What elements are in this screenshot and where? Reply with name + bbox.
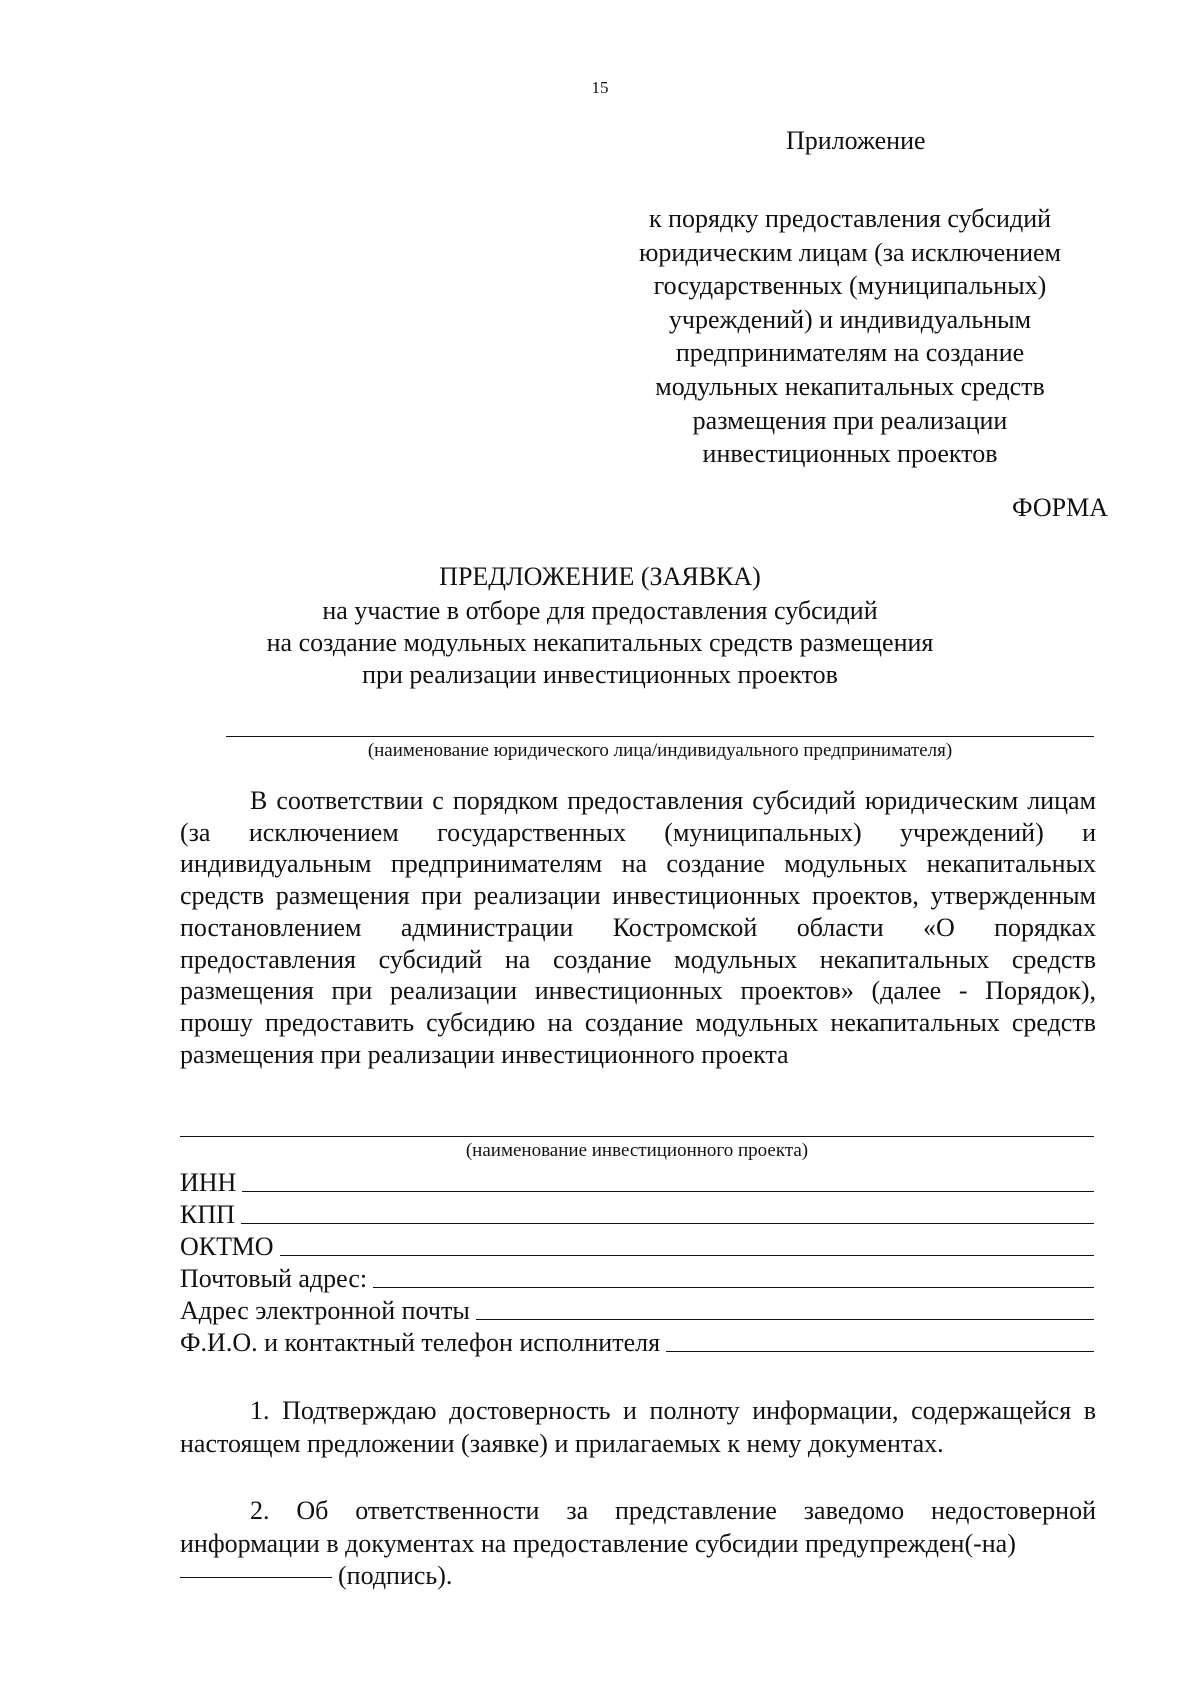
- page-number: 15: [591, 78, 609, 97]
- form-label: ФОРМА: [1012, 493, 1108, 522]
- email-line: [476, 1319, 1094, 1320]
- paragraph-2-text: 2. Об ответственности за представление заведомо недостоверной информации в документах на предоставление субсидии предупрежден(-на): [180, 1496, 1096, 1558]
- contact-label: Ф.И.О. и контактный телефон исполнителя: [180, 1328, 661, 1357]
- appendix-line: инвестиционных проектов: [702, 439, 998, 469]
- postal-address-field: [180, 1262, 1094, 1294]
- appendix-text: [600, 202, 1100, 471]
- applicant-name-line: [226, 736, 1094, 737]
- appendix-title: Приложение: [786, 126, 926, 155]
- project-caption: (наименование инвестиционного проекта): [465, 1140, 809, 1161]
- appendix-line: юридическим лицам (за исключением: [639, 237, 1061, 267]
- oktmo-field: [180, 1230, 1094, 1262]
- inn-label: ИНН: [180, 1168, 237, 1197]
- inn-field: [180, 1166, 1094, 1198]
- appendix-line: государственных (муниципальных): [653, 271, 1047, 301]
- subtitle-line: при реализации инвестиционных проектов: [362, 660, 838, 689]
- postal-address-line: [373, 1287, 1094, 1288]
- appendix-line: предпринимателям на создание: [675, 338, 1025, 368]
- signature-block: [180, 1560, 452, 1592]
- document-subtitle: [0, 595, 1200, 691]
- kpp-label: КПП: [180, 1200, 235, 1229]
- subtitle-line: на создание модульных некапитальных средств размещения: [266, 628, 934, 657]
- contact-field: [180, 1326, 1094, 1358]
- email-field: [180, 1294, 1094, 1326]
- inn-line: [242, 1191, 1094, 1192]
- postal-address-label: Почтовый адрес:: [180, 1264, 368, 1293]
- kpp-field: [180, 1198, 1094, 1230]
- signature-line: [180, 1577, 332, 1578]
- project-name-line: [180, 1136, 1094, 1137]
- oktmo-label: ОКТМО: [180, 1232, 274, 1261]
- signature-caption: (подпись).: [338, 1561, 453, 1590]
- paragraph-1: 1. Подтверждаю достоверность и полноту информации, содержащейся в настоящем предложении (заявке) и прилагаемых к нему документах.: [180, 1396, 1096, 1458]
- applicant-caption: (наименование юридического лица/индивидуального предпринимателя): [367, 740, 953, 761]
- document-title: ПРЕДЛОЖЕНИЕ (ЗАЯВКА): [439, 562, 761, 591]
- appendix-line: модульных некапитальных средств: [655, 371, 1045, 401]
- subtitle-line: на участие в отборе для предоставления субсидий: [322, 596, 878, 625]
- appendix-line: к порядку предоставления субсидий: [648, 204, 1052, 233]
- contact-line: [666, 1351, 1094, 1352]
- appendix-line: размещения при реализации: [692, 405, 1008, 435]
- oktmo-line: [280, 1255, 1094, 1256]
- paragraph-2: [180, 1495, 1096, 1560]
- appendix-line: учреждений) и индивидуальным: [668, 304, 1032, 334]
- kpp-line: [241, 1223, 1094, 1224]
- email-label: Адрес электронной почты: [180, 1296, 470, 1325]
- body-text: В соответствии с порядком предоставления субсидий юридическим лицам (за исключением государственных (муниципальных) учреждений) и индивидуальным предпринимателям на создание модульных некапитальных средств размещения при реализации инвестиционных проектов, утвержденным постановлением администрации Костромской области «О порядках предоставления субсидий на создание модульных некапитальных средств размещения при реализации инвестиционных проектов» (далее - Порядок), прошу предоставить субсидию на создание модульных некапитальных средств размещения при реализации инвестиционного проекта: [180, 786, 1096, 1069]
